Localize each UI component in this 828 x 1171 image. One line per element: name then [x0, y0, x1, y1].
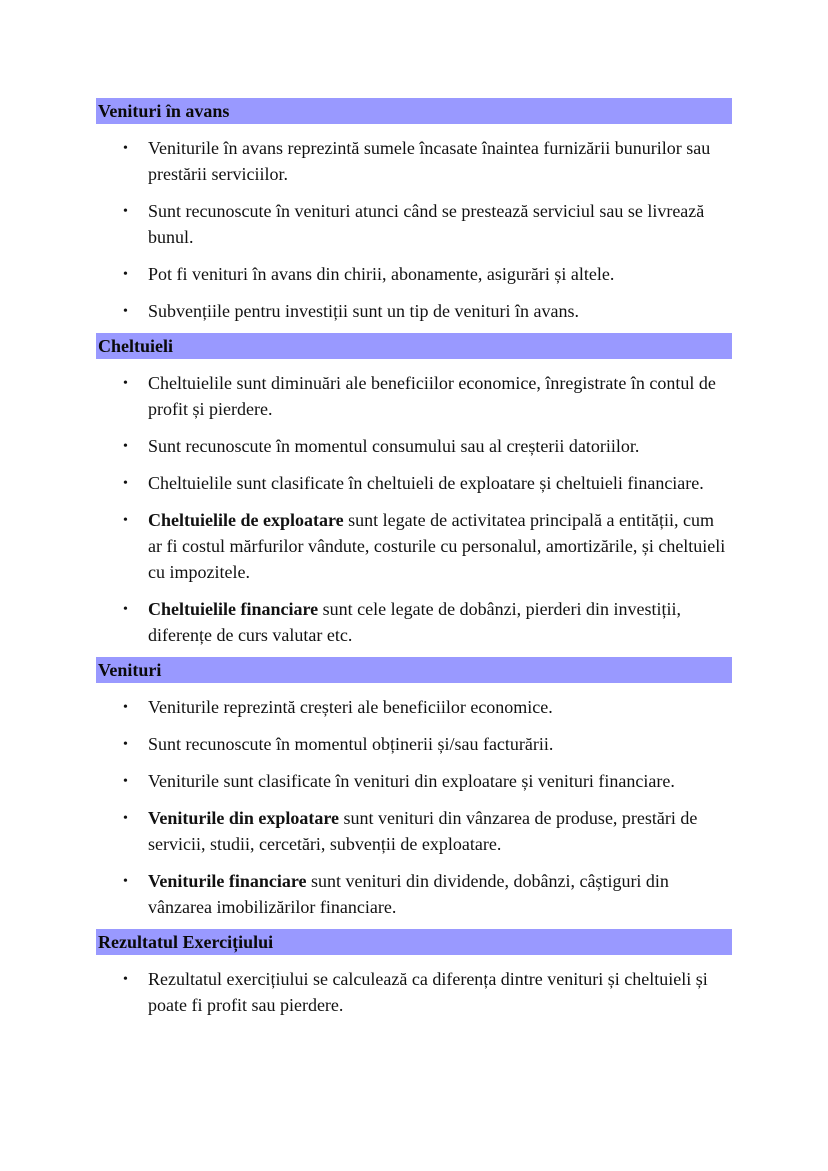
item-text: Sunt recunoscute în momentul consumului sau al creșterii datoriilor. — [148, 436, 640, 456]
bullet-icon: • — [123, 602, 128, 617]
bullet-list — [96, 135, 732, 324]
item-text: Cheltuielile sunt clasificate în cheltuieli de exploatare și cheltuieli financiare. — [148, 473, 704, 493]
item-text: sunt legate de activitatea principală a entității, cum ar fi costul mărfurilor vândute, costurile cu personalul, amortizările, și cheltuieli cu impozitele. — [148, 510, 726, 582]
bullet-icon: • — [123, 476, 128, 491]
bullet-icon: • — [123, 874, 128, 889]
item-text: Veniturile reprezintă creșteri ale beneficiilor economice. — [148, 697, 553, 717]
list-item — [96, 694, 732, 720]
item-text: Sunt recunoscute în momentul obținerii și/sau facturării. — [148, 734, 554, 754]
item-text: sunt cele legate de dobânzi, pierderi din investiții, diferențe de curs valutar etc. — [148, 599, 682, 645]
list-item — [96, 966, 732, 1018]
item-text: sunt venituri din vânzarea de produse, prestări de servicii, studii, cercetări, subvenții de exploatare. — [148, 808, 698, 854]
item-bold-term: Veniturile financiare — [148, 871, 307, 891]
bullet-icon: • — [123, 267, 128, 282]
bullet-icon: • — [123, 737, 128, 752]
bullet-icon: • — [123, 304, 128, 319]
section-venituri-in-avans — [96, 98, 732, 324]
item-text: Sunt recunoscute în venituri atunci când se prestează serviciul sau se livrează bunul. — [148, 201, 705, 247]
bullet-icon: • — [123, 376, 128, 391]
section-rezultatul-exercitiului — [96, 929, 732, 1018]
list-item — [96, 768, 732, 794]
item-text: Cheltuielile sunt diminuări ale beneficiilor economice, înregistrate în contul de profit și pierdere. — [148, 373, 716, 419]
list-item — [96, 298, 732, 324]
list-item — [96, 370, 732, 422]
list-item — [96, 470, 732, 496]
bullet-list — [96, 966, 732, 1018]
item-text: Subvențiile pentru investiții sunt un tip de venituri în avans. — [148, 301, 579, 321]
item-bold-term: Veniturile din exploatare — [148, 808, 340, 828]
bullet-list — [96, 694, 732, 920]
section-heading: Cheltuieli — [96, 333, 732, 359]
bullet-icon: • — [123, 141, 128, 156]
bullet-icon: • — [123, 700, 128, 715]
section-venituri — [96, 657, 732, 920]
item-text: Veniturile sunt clasificate în venituri din exploatare și venituri financiare. — [148, 771, 675, 791]
bullet-icon: • — [123, 513, 128, 528]
bullet-list — [96, 370, 732, 648]
item-text: Pot fi venituri în avans din chirii, abonamente, asigurări și altele. — [148, 264, 615, 284]
item-bold-term: Cheltuielile financiare — [148, 599, 319, 619]
item-text: Veniturile în avans reprezintă sumele încasate înaintea furnizării bunurilor sau prestării serviciilor. — [148, 138, 711, 184]
list-item — [96, 596, 732, 648]
document-page — [96, 98, 732, 1018]
item-text: sunt venituri din dividende, dobânzi, câștiguri din vânzarea imobilizărilor financiare. — [148, 871, 669, 917]
bullet-icon: • — [123, 774, 128, 789]
section-heading: Venituri — [96, 657, 732, 683]
item-bold-term: Cheltuielile de exploatare — [148, 510, 344, 530]
list-item — [96, 805, 732, 857]
section-heading: Rezultatul Exercițiului — [96, 929, 732, 955]
list-item — [96, 198, 732, 250]
bullet-icon: • — [123, 204, 128, 219]
list-item — [96, 868, 732, 920]
list-item — [96, 261, 732, 287]
section-cheltuieli — [96, 333, 732, 648]
section-heading: Venituri în avans — [96, 98, 732, 124]
list-item — [96, 731, 732, 757]
item-text: Rezultatul exercițiului se calculează ca diferența dintre venituri și cheltuieli și poate fi profit sau pierdere. — [148, 969, 708, 1015]
bullet-icon: • — [123, 811, 128, 826]
bullet-icon: • — [123, 972, 128, 987]
list-item — [96, 507, 732, 585]
bullet-icon: • — [123, 439, 128, 454]
list-item — [96, 135, 732, 187]
list-item — [96, 433, 732, 459]
